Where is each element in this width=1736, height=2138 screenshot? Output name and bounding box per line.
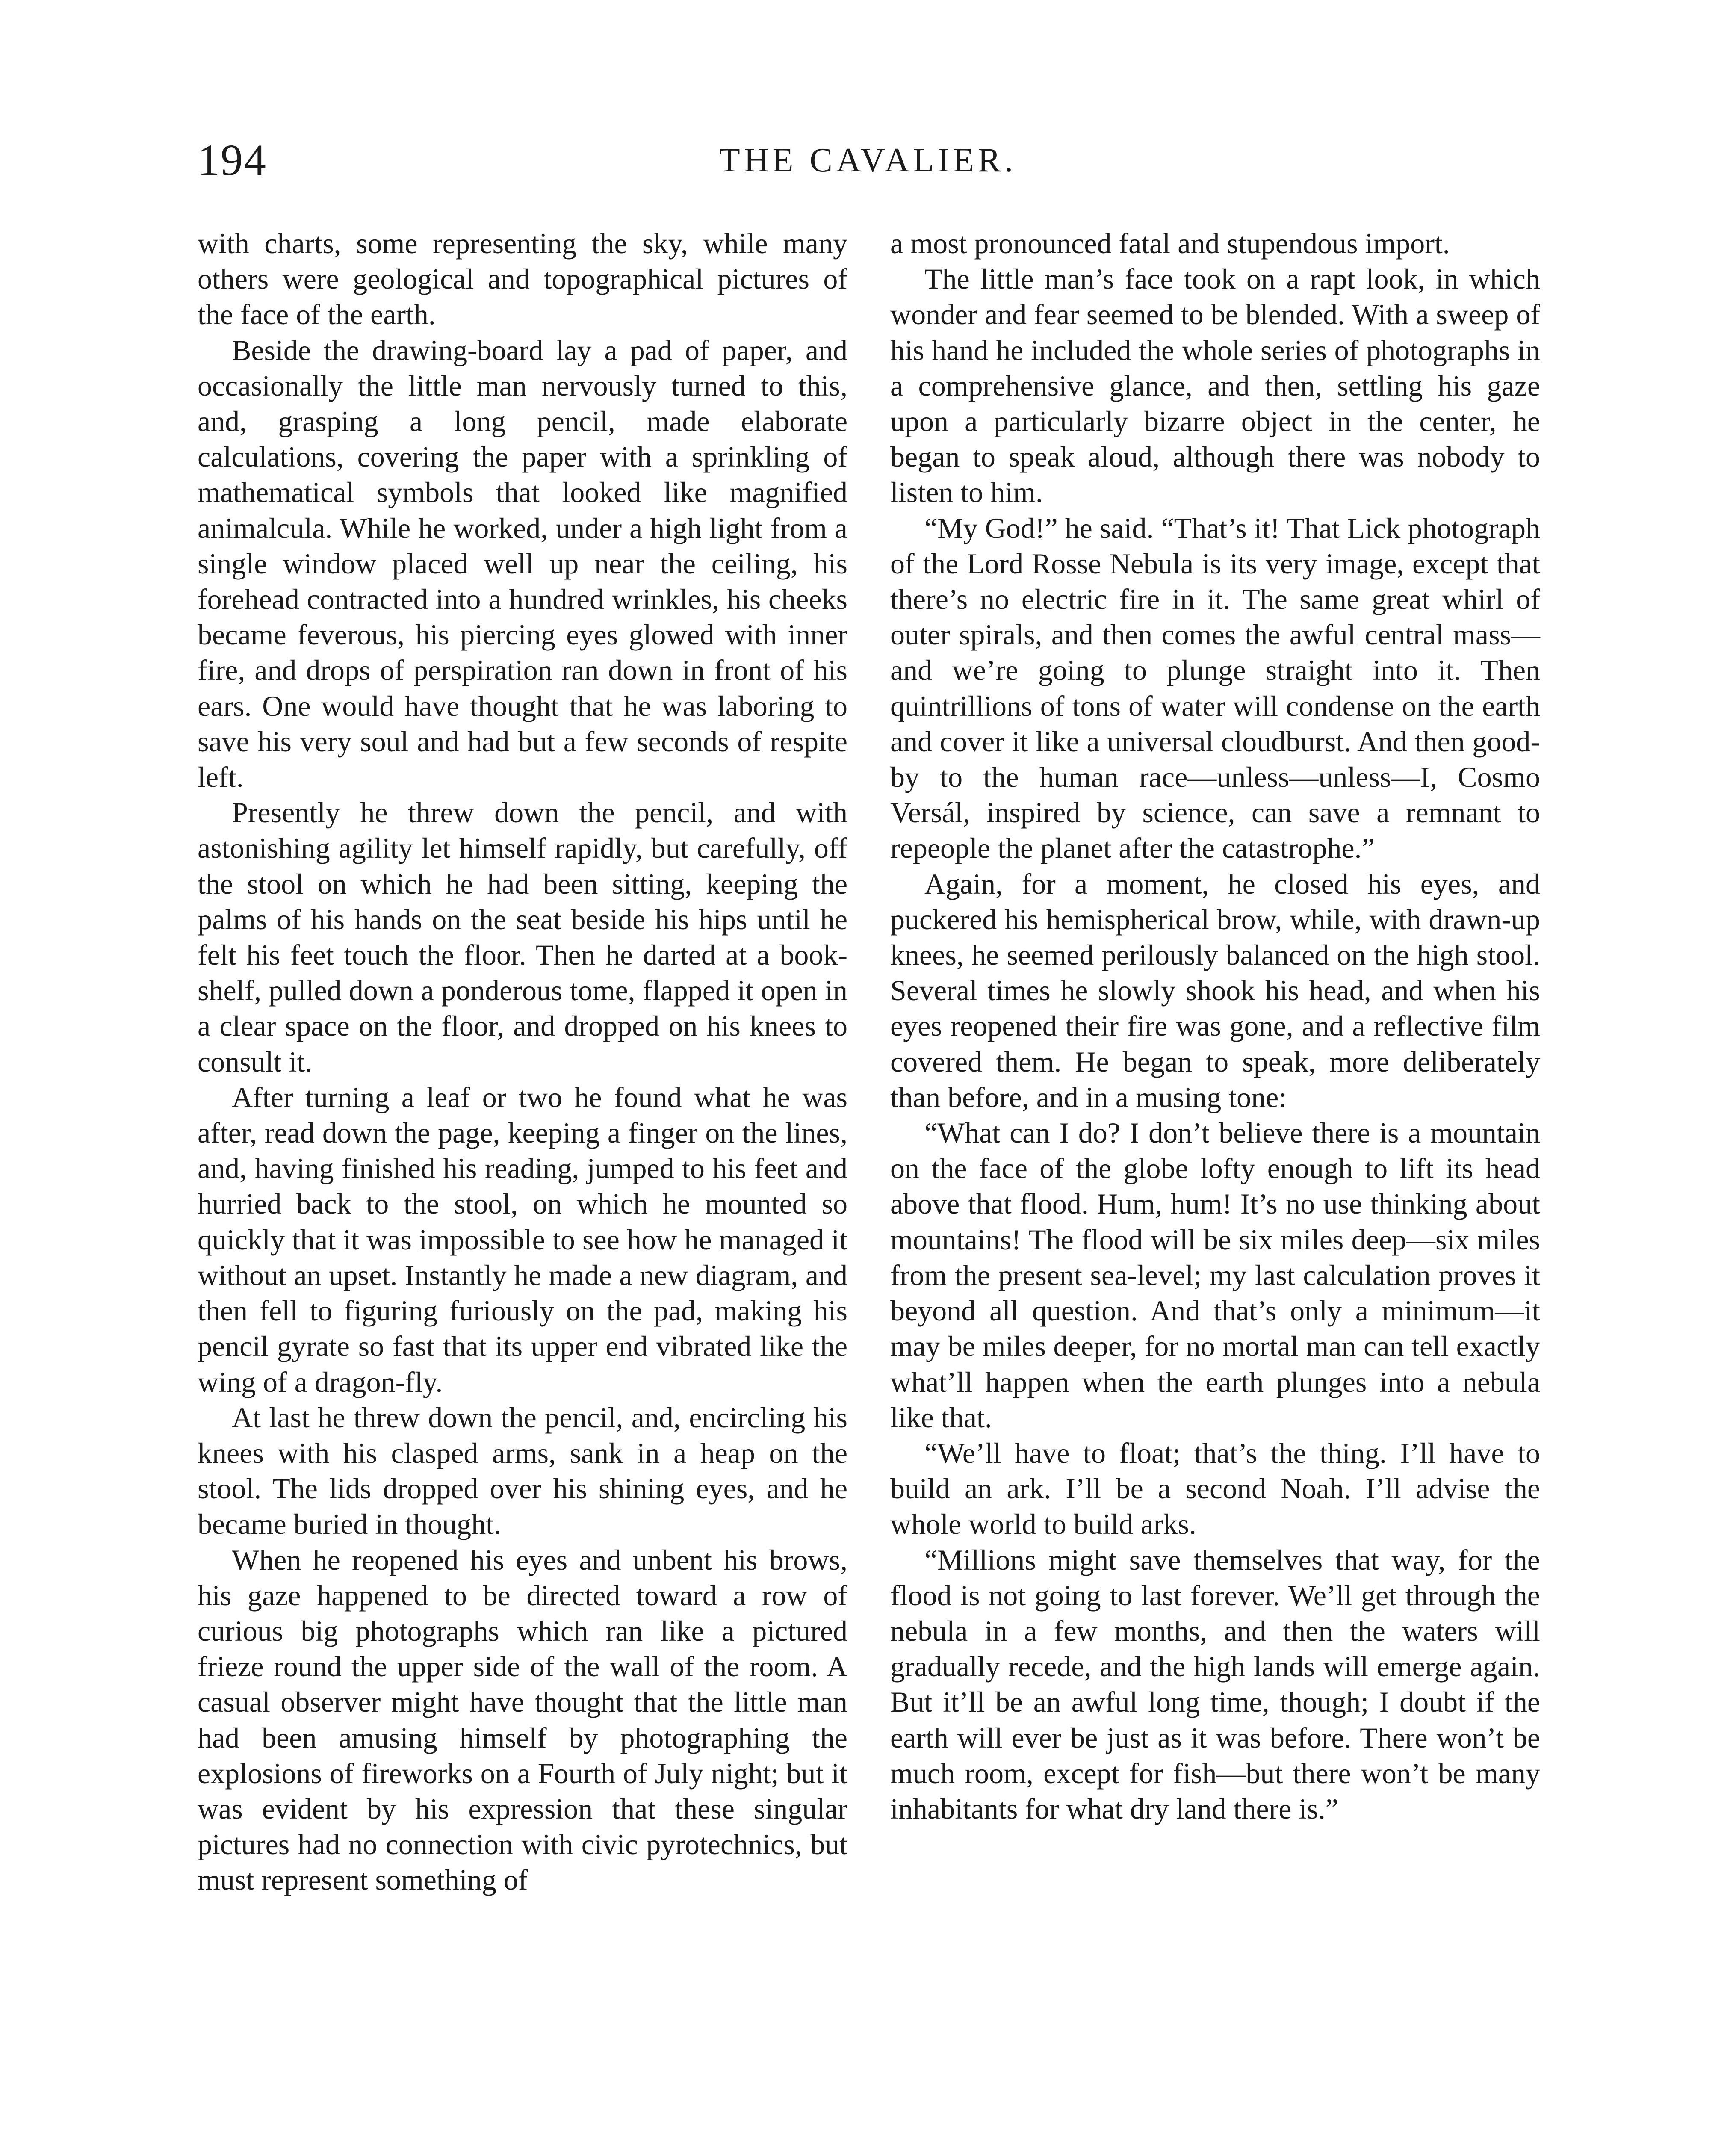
right-column [890, 226, 1540, 1827]
paragraph: “What can I do? I don’t believe there is a mountain on the face of the globe lofty enough to lift its head above that flood. Hum, hum! It’s no use thinking about mountains! The flood will be six miles deep—six miles from the present sea-level; my last calculation proves it beyond all question. And that’s only a minimum—it may be miles deeper, for no mortal man can tell exactly what’ll happen when the earth plunges into a nebula like that. [890, 1116, 1540, 1434]
page-header [0, 128, 1736, 192]
paragraph: Beside the drawing-board lay a pad of paper, and occasionally the little man nervously turned to this, and, grasping a long pencil, made elaborate calculations, covering the paper with a sprinkling of mathematical symbols that looked like magnified animalcula. While he worked, under a high light from a single window placed well up near the ceiling, his forehead contracted into a hundred wrinkles, his cheeks became feverous, his piercing eyes glowed with inner fire, and drops of perspiration ran down in front of his ears. One would have thought that he was laboring to save his very soul and had but a few seconds of respite left. [198, 334, 847, 794]
left-column [198, 226, 847, 1898]
paragraph: “We’ll have to float; that’s the thing. I’ll have to build an ark. I’ll be a second Noah. I’ll advise the whole world to build arks. [890, 1436, 1540, 1541]
paragraph: with charts, some representing the sky, while many others were geological and topographical pictures of the face of the earth. [198, 227, 847, 331]
paragraph: Presently he threw down the pencil, and with astonishing agility let himself rapidly, but carefully, off the stool on which he had been sitting, keeping the palms of his hands on the seat beside his hips until he felt his feet touch the floor. Then he darted at a book-shelf, pulled down a ponderous tome, flapped it open in a clear space on the floor, and dropped on his knees to consult it. [198, 796, 847, 1078]
paragraph: “My God!” he said. “That’s it! That Lick photograph of the Lord Rosse Nebula is its very image, except that there’s no electric fire in it. The same great whirl of outer spirals, and then comes the awful central mass—and we’re going to plunge straight into it. Then quintrillions of tons of water will condense on the earth and cover it like a universal cloudburst. And then good-by to the human race—unless—unless—I, Cosmo Versál, inspired by science, can save a remnant to repeople the planet after the catastrophe.” [890, 511, 1540, 865]
paragraph: “Millions might save themselves that way, for the flood is not going to last forever. We’ll get through the nebula in a few months, and then the waters will gradually recede, and the high lands will emerge again. But it’ll be an awful long time, though; I doubt if the earth will ever be just as it was before. There won’t be much room, except for fish—but there won’t be many inhabitants for what dry land there is.” [890, 1543, 1540, 1825]
paragraph: a most pronounced fatal and stupendous import. [890, 227, 1450, 260]
paragraph: After turning a leaf or two he found what he was after, read down the page, keeping a finger on the lines, and, having finished his reading, jumped to his feet and hurried back to the stool, on which he mounted so quickly that it was impossible to see how he managed it without an upset. Instantly he made a new diagram, and then fell to figuring furiously on the pad, making his pencil gyrate so fast that its upper end vibrated like the wing of a dragon-fly. [198, 1081, 847, 1398]
paragraph: When he reopened his eyes and unbent his brows, his gaze happened to be directed toward a row of curious big photographs which ran like a pictured frieze round the upper side of the wall of the room. A casual observer might have thought that the little man had been amusing himself by photographing the explosions of fireworks on a Fourth of July night; but it was evident by his expression that these singular pictures had no connection with civic pyrotechnics, but must represent something of [198, 1543, 847, 1896]
paragraph: Again, for a moment, he closed his eyes, and puckered his hemispherical brow, while, with drawn-up knees, he seemed perilously balanced on the high stool. Several times he slowly shook his head, and when his eyes reopened their fire was gone, and a reflective film covered them. He began to speak, more deliberately than before, and in a musing tone: [890, 867, 1540, 1113]
paragraph: The little man’s face took on a rapt look, in which wonder and fear seemed to be blended. With a sweep of his hand he included the whole series of photographs in a comprehensive glance, and then, settling his gaze upon a particularly bizarre object in the center, he began to speak aloud, although there was nobody to listen to him. [890, 263, 1540, 509]
page-number: 194 [198, 136, 267, 185]
paragraph: At last he threw down the pencil, and, encircling his knees with his clasped arms, sank in a heap on the stool. The lids dropped over his shining eyes, and he became buried in thought. [198, 1401, 847, 1541]
running-title: THE CAVALIER. [719, 142, 1017, 179]
